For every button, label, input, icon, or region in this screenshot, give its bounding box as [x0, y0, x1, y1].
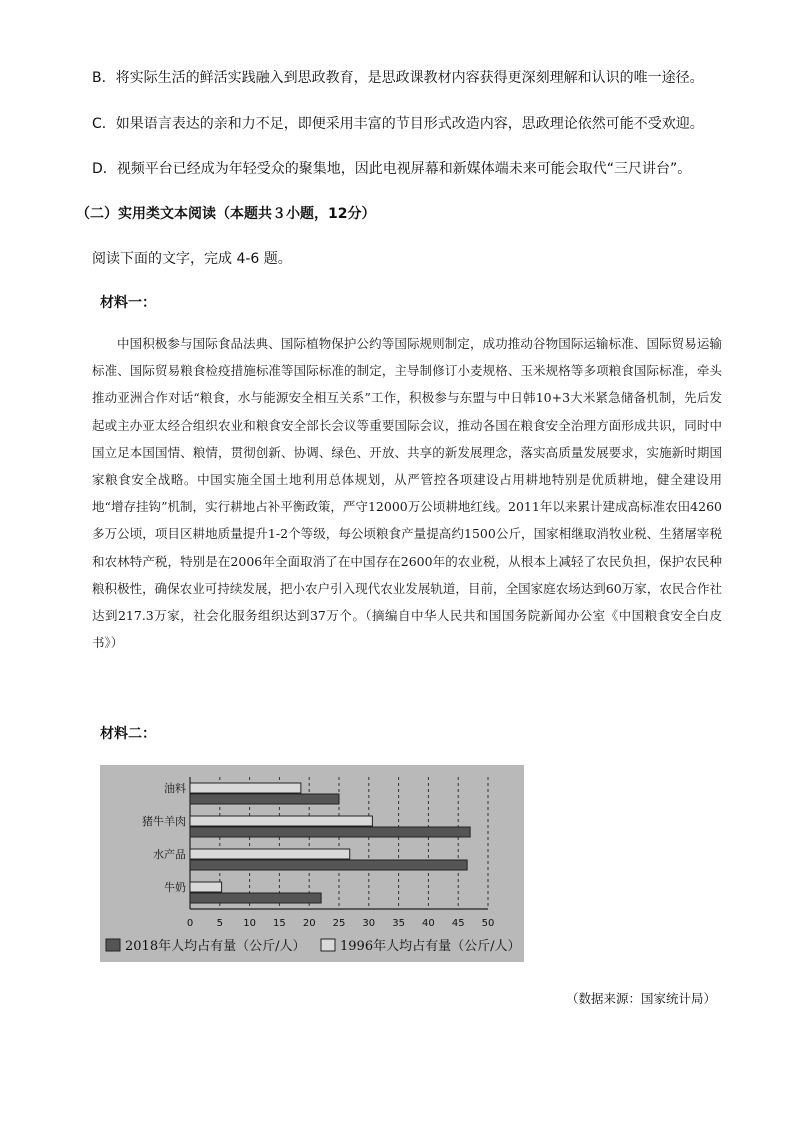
legend-label: 2018年人均占有量（公斤/人）: [125, 939, 306, 954]
category-label: 水产品: [153, 848, 186, 861]
legend-label: 1996年人均占有量（公斤/人）: [340, 939, 521, 954]
x-tick-label: 15: [273, 918, 286, 929]
material-1-label: 材料一：: [100, 295, 156, 311]
intro-text: 阅读下面的文字，完成 4-6 题。: [92, 251, 292, 267]
legend-swatch: [321, 939, 335, 951]
x-tick-label: 40: [422, 918, 435, 929]
material-2-label: 材料二：: [100, 726, 156, 742]
x-tick-label: 5: [216, 918, 223, 929]
x-tick-label: 20: [302, 918, 316, 929]
bar-1996: [190, 849, 350, 859]
bar-2018: [190, 893, 321, 903]
bar-1996: [190, 816, 372, 826]
bar-1996: [190, 783, 301, 793]
option-b: B．将实际生活的鲜活实践融入到思政教育，是思政课教材内容获得更深刻理解和认识的唯一途径。: [92, 70, 704, 86]
x-tick-label: 10: [243, 918, 256, 929]
bar-2018: [190, 860, 467, 870]
section-title: （二）实用类文本阅读（本题共３小题，12分）: [76, 206, 376, 222]
option-d: D．视频平台已经成为年轻受众的聚集地，因此电视屏幕和新媒体端未来可能会取代“三尺讲台”。: [92, 161, 692, 177]
bar-chart: [100, 765, 524, 962]
x-tick-label: 0: [186, 918, 194, 929]
bar-2018: [190, 794, 339, 804]
legend-swatch: [106, 939, 120, 951]
category-label: 猪牛羊肉: [142, 815, 186, 828]
option-c: C．如果语言表达的亲和力不足，即便采用丰富的节目形式改造内容，思政理论依然可能不受欢迎。: [92, 116, 704, 132]
category-label: 油料: [164, 782, 186, 795]
x-tick-label: 35: [392, 918, 405, 929]
data-source: （数据来源：国家统计局）: [566, 991, 717, 1006]
category-label: 牛奶: [164, 881, 186, 894]
material-1-text: 中国积极参与国际食品法典、国际植物保护公约等国际规则制定，成功推动谷物国际运输标准、国际贸易运输标准、国际贸易粮食检疫措施标准等国际标准的制定，主导制修订小麦规格、玉米规格等多项粮食国际标准，牵头推动亚洲合作对话“粮食，水与能源安全相互关系”工作，积极参与东盟与中日韩10+3大米紧急储备机制，先后发起或主办亚太经合组织农业和粮食安全部长会议等重要国际会议，推动各国在粮食安全治理方面形成共识，同时中国立足本国国情、粮情，贯彻创新、协调、绿色、开放、共享的新发展理念，落实高质量发展要求，实施新时期国家粮食安全战略。中国实施全国土地利用总体规划，从严管控各项建设占用耕地特别是优质耕地，健全建设用地“增存挂钩”机制，实行耕地占补平衡政策，严守12000万公顷耕地红线。2011年以来累计建成高标准农田4260多万公顷，项目区耕地质量提升1-2个等级，每公顷粮食产量提高约1500公斤，国家相继取消牧业税、生猪屠宰税和农林特产税，特别是在2006年全面取消了在中国存在2600年的农业税，从根本上减轻了农民负担，保护农民种粮积极性，确保农业可持续发展，把小农户引入现代农业发展轨道，目前，全国家庭农场达到60万家，农民合作社达到217.3万家，社会化服务组织达到37万个。（摘编自中华人民共和国国务院新闻办公室《中国粮食安全白皮书》）: [92, 336, 722, 651]
x-tick-label: 30: [362, 918, 376, 929]
bar-2018: [190, 827, 470, 837]
x-tick-label: 50: [481, 918, 495, 929]
x-tick-label: 45: [451, 918, 465, 929]
bar-1996: [190, 882, 222, 892]
x-tick-label: 25: [332, 918, 346, 929]
